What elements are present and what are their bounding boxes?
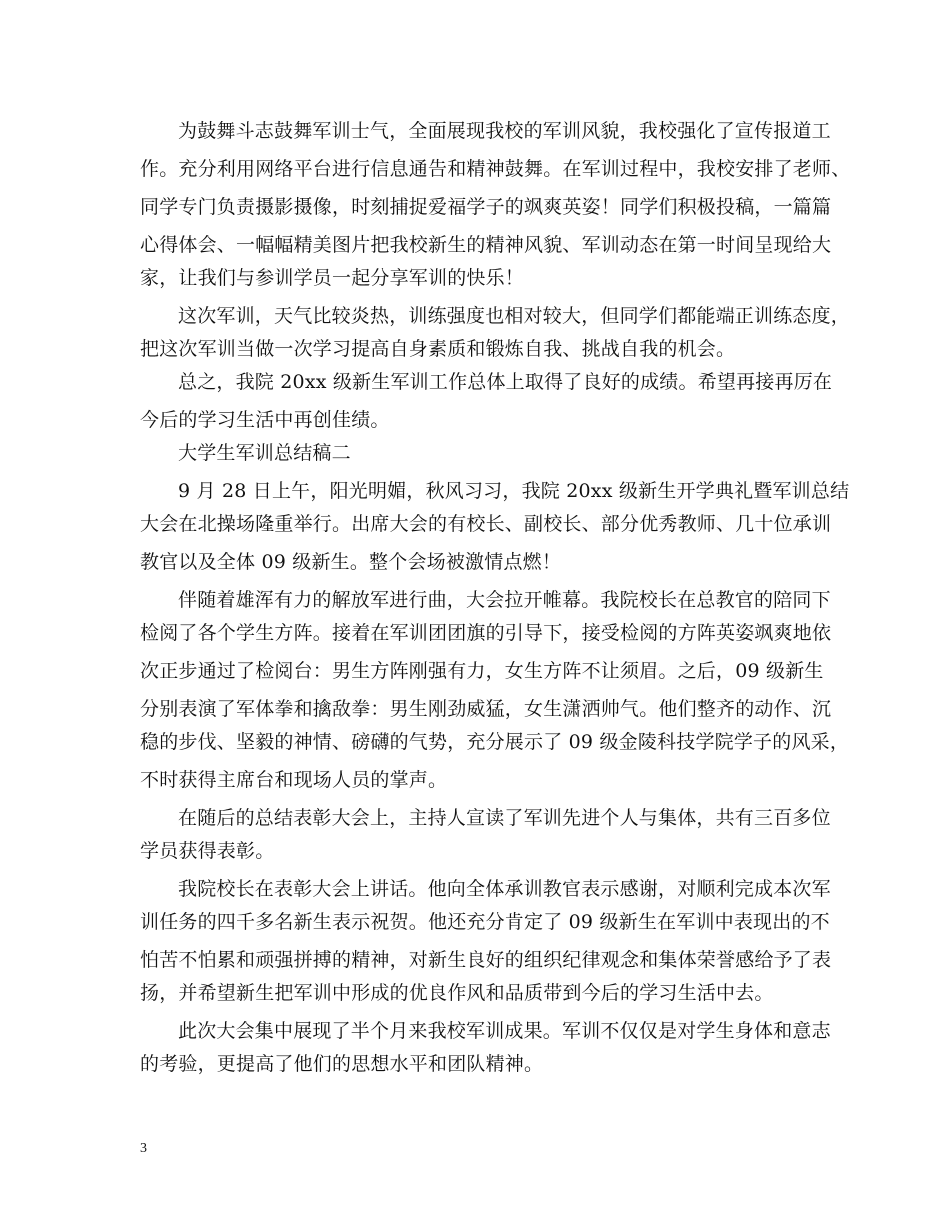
paragraph-line: 次正步通过了检阅台：男生方阵刚强有力，女生方阵不让须眉。之后，09 级新生 — [140, 660, 824, 682]
paragraph-line: 不时获得主席台和现场人员的掌声。 — [140, 769, 448, 791]
paragraph-line: 怕苦不怕累和顽强拼搏的精神，对新生良好的组织纪律观念和集体荣誉感给予了表 — [140, 949, 832, 971]
paragraph-line: 训任务的四千多名新生表示祝贺。他还充分肯定了 09 级新生在军训中表现出的不 — [140, 911, 830, 933]
paragraph-line: 心得体会、一幅幅精美图片把我校新生的精神风貌、军训动态在第一时间呈现给大 — [140, 234, 832, 256]
page-number: 3 — [140, 1141, 147, 1156]
paragraph-line: 检阅了各个学生方阵。接着在军训团团旗的引导下，接受检阅的方阵英姿飒爽地依 — [140, 622, 832, 644]
paragraph-line: 大会在北操场隆重举行。出席大会的有校长、副校长、部分优秀教师、几十位承训 — [140, 513, 832, 535]
paragraph-line: 9 月 28 日上午，阳光明媚，秋风习习，我院 20xx 级新生开学典礼暨军训总结 — [178, 480, 850, 502]
paragraph-line: 这次军训，天气比较炎热，训练强度也相对较大，但同学们都能端正训练态度， — [178, 305, 851, 327]
paragraph-line: 教官以及全体 09 级新生。整个会场被激情点燃！ — [140, 551, 562, 573]
paragraph-line: 的考验，更提高了他们的思想水平和团队精神。 — [140, 1053, 544, 1075]
paragraph-line: 总之，我院 20xx 级新生军训工作总体上取得了良好的成绩。希望再接再厉在 — [178, 371, 833, 393]
paragraph-line: 同学专门负责摄影摄像，时刻捕捉爱福学子的飒爽英姿！同学们积极投稿，一篇篇 — [140, 196, 832, 218]
paragraph-line: 稳的步伐、坚毅的神情、磅礴的气势，充分展示了 09 级金陵科技学院学子的风采， — [140, 731, 850, 753]
paragraph-line: 在随后的总结表彰大会上，主持人宣读了军训先进个人与集体，共有三百多位 — [178, 807, 831, 829]
paragraph-line: 学员获得表彰。 — [140, 840, 275, 862]
paragraph-line: 伴随着雄浑有力的解放军进行曲，大会拉开帷幕。我院校长在总教官的陪同下 — [178, 589, 831, 611]
paragraph-line: 此次大会集中展现了半个月来我校军训成果。军训不仅仅是对学生身体和意志 — [178, 1020, 831, 1042]
section-heading: 大学生军训总结稿二 — [178, 442, 351, 464]
paragraph-line: 今后的学习生活中再创佳绩。 — [140, 409, 390, 431]
paragraph-line: 把这次军训当做一次学习提高自身素质和锻炼自我、挑战自我的机会。 — [140, 338, 736, 360]
paragraph-line: 我院校长在表彰大会上讲话。他向全体承训教官表示感谢，对顺利完成本次军 — [178, 878, 831, 900]
paragraph-line: 分别表演了军体拳和擒敌拳：男生刚劲威猛，女生潇洒帅气。他们整齐的动作、沉 — [140, 698, 832, 720]
paragraph-line: 作。充分利用网络平台进行信息通告和精神鼓舞。在军训过程中，我校安排了老师、 — [140, 158, 851, 180]
paragraph-line: 为鼓舞斗志鼓舞军训士气，全面展现我校的军训风貌，我校强化了宣传报道工 — [178, 120, 831, 142]
paragraph-line: 扬，并希望新生把军训中形成的优良作风和品质带到今后的学习生活中去。 — [140, 982, 774, 1004]
paragraph-line: 家，让我们与参训学员一起分享军训的快乐！ — [140, 267, 525, 289]
